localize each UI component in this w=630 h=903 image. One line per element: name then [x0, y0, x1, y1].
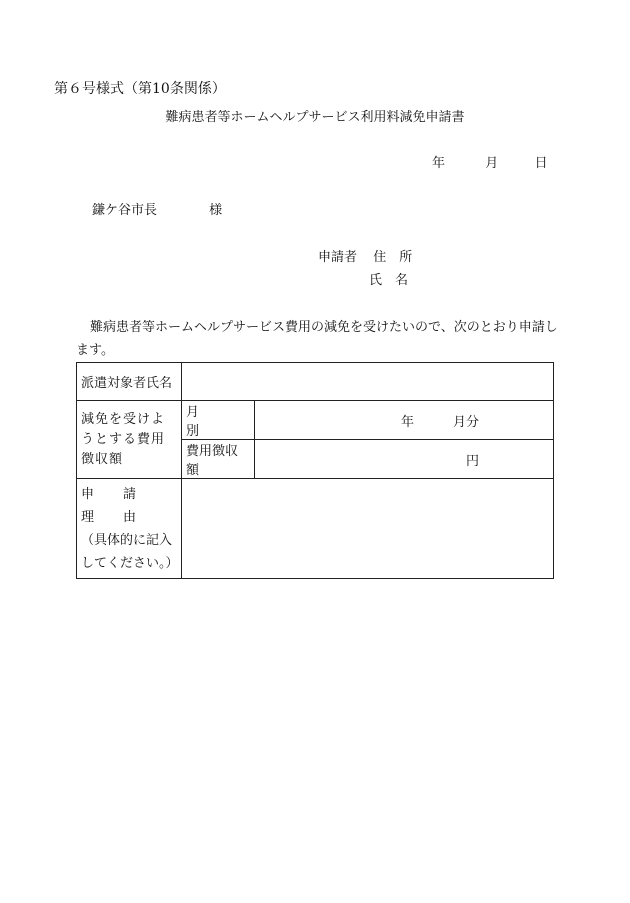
date-day: 日	[534, 156, 548, 171]
month-label: 月 別	[182, 401, 255, 440]
document-title: 難病患者等ホームヘルプサービス利用料減免申請書	[165, 110, 465, 125]
body-text: 難病患者等ホームヘルプサービス費用の減免を受けたいので、次のとおり申請します。	[76, 320, 558, 358]
reason-input[interactable]	[182, 479, 554, 579]
reason-label-cell	[77, 479, 182, 579]
fee-label: 費用徴収額	[182, 440, 255, 479]
date-line	[432, 152, 548, 171]
month-value[interactable]: 年 月分	[255, 401, 554, 440]
exemption-label: 減免を受けようとする費用徴収額	[77, 401, 182, 479]
addressee-honorific: 様	[209, 203, 223, 218]
recipient-input[interactable]	[182, 363, 554, 401]
application-table	[76, 362, 554, 579]
reason-label: 申 請 理 由	[81, 486, 166, 525]
reason-note: （具体的に記入してください。）	[81, 532, 179, 571]
fee-value[interactable]: 円	[255, 440, 554, 479]
addressee-name: 鎌ケ谷市長	[92, 203, 158, 218]
date-year: 年	[432, 156, 446, 171]
recipient-label: 派遣対象者氏名	[77, 363, 182, 401]
applicant-block	[318, 246, 412, 292]
form-number: 第６号様式（第10条関係）	[54, 81, 226, 97]
applicant-label: 申請者	[318, 250, 358, 265]
addressee	[92, 199, 222, 218]
name-label: 氏 名	[369, 273, 409, 288]
address-label: 住 所	[373, 250, 413, 265]
date-month: 月	[485, 156, 499, 171]
